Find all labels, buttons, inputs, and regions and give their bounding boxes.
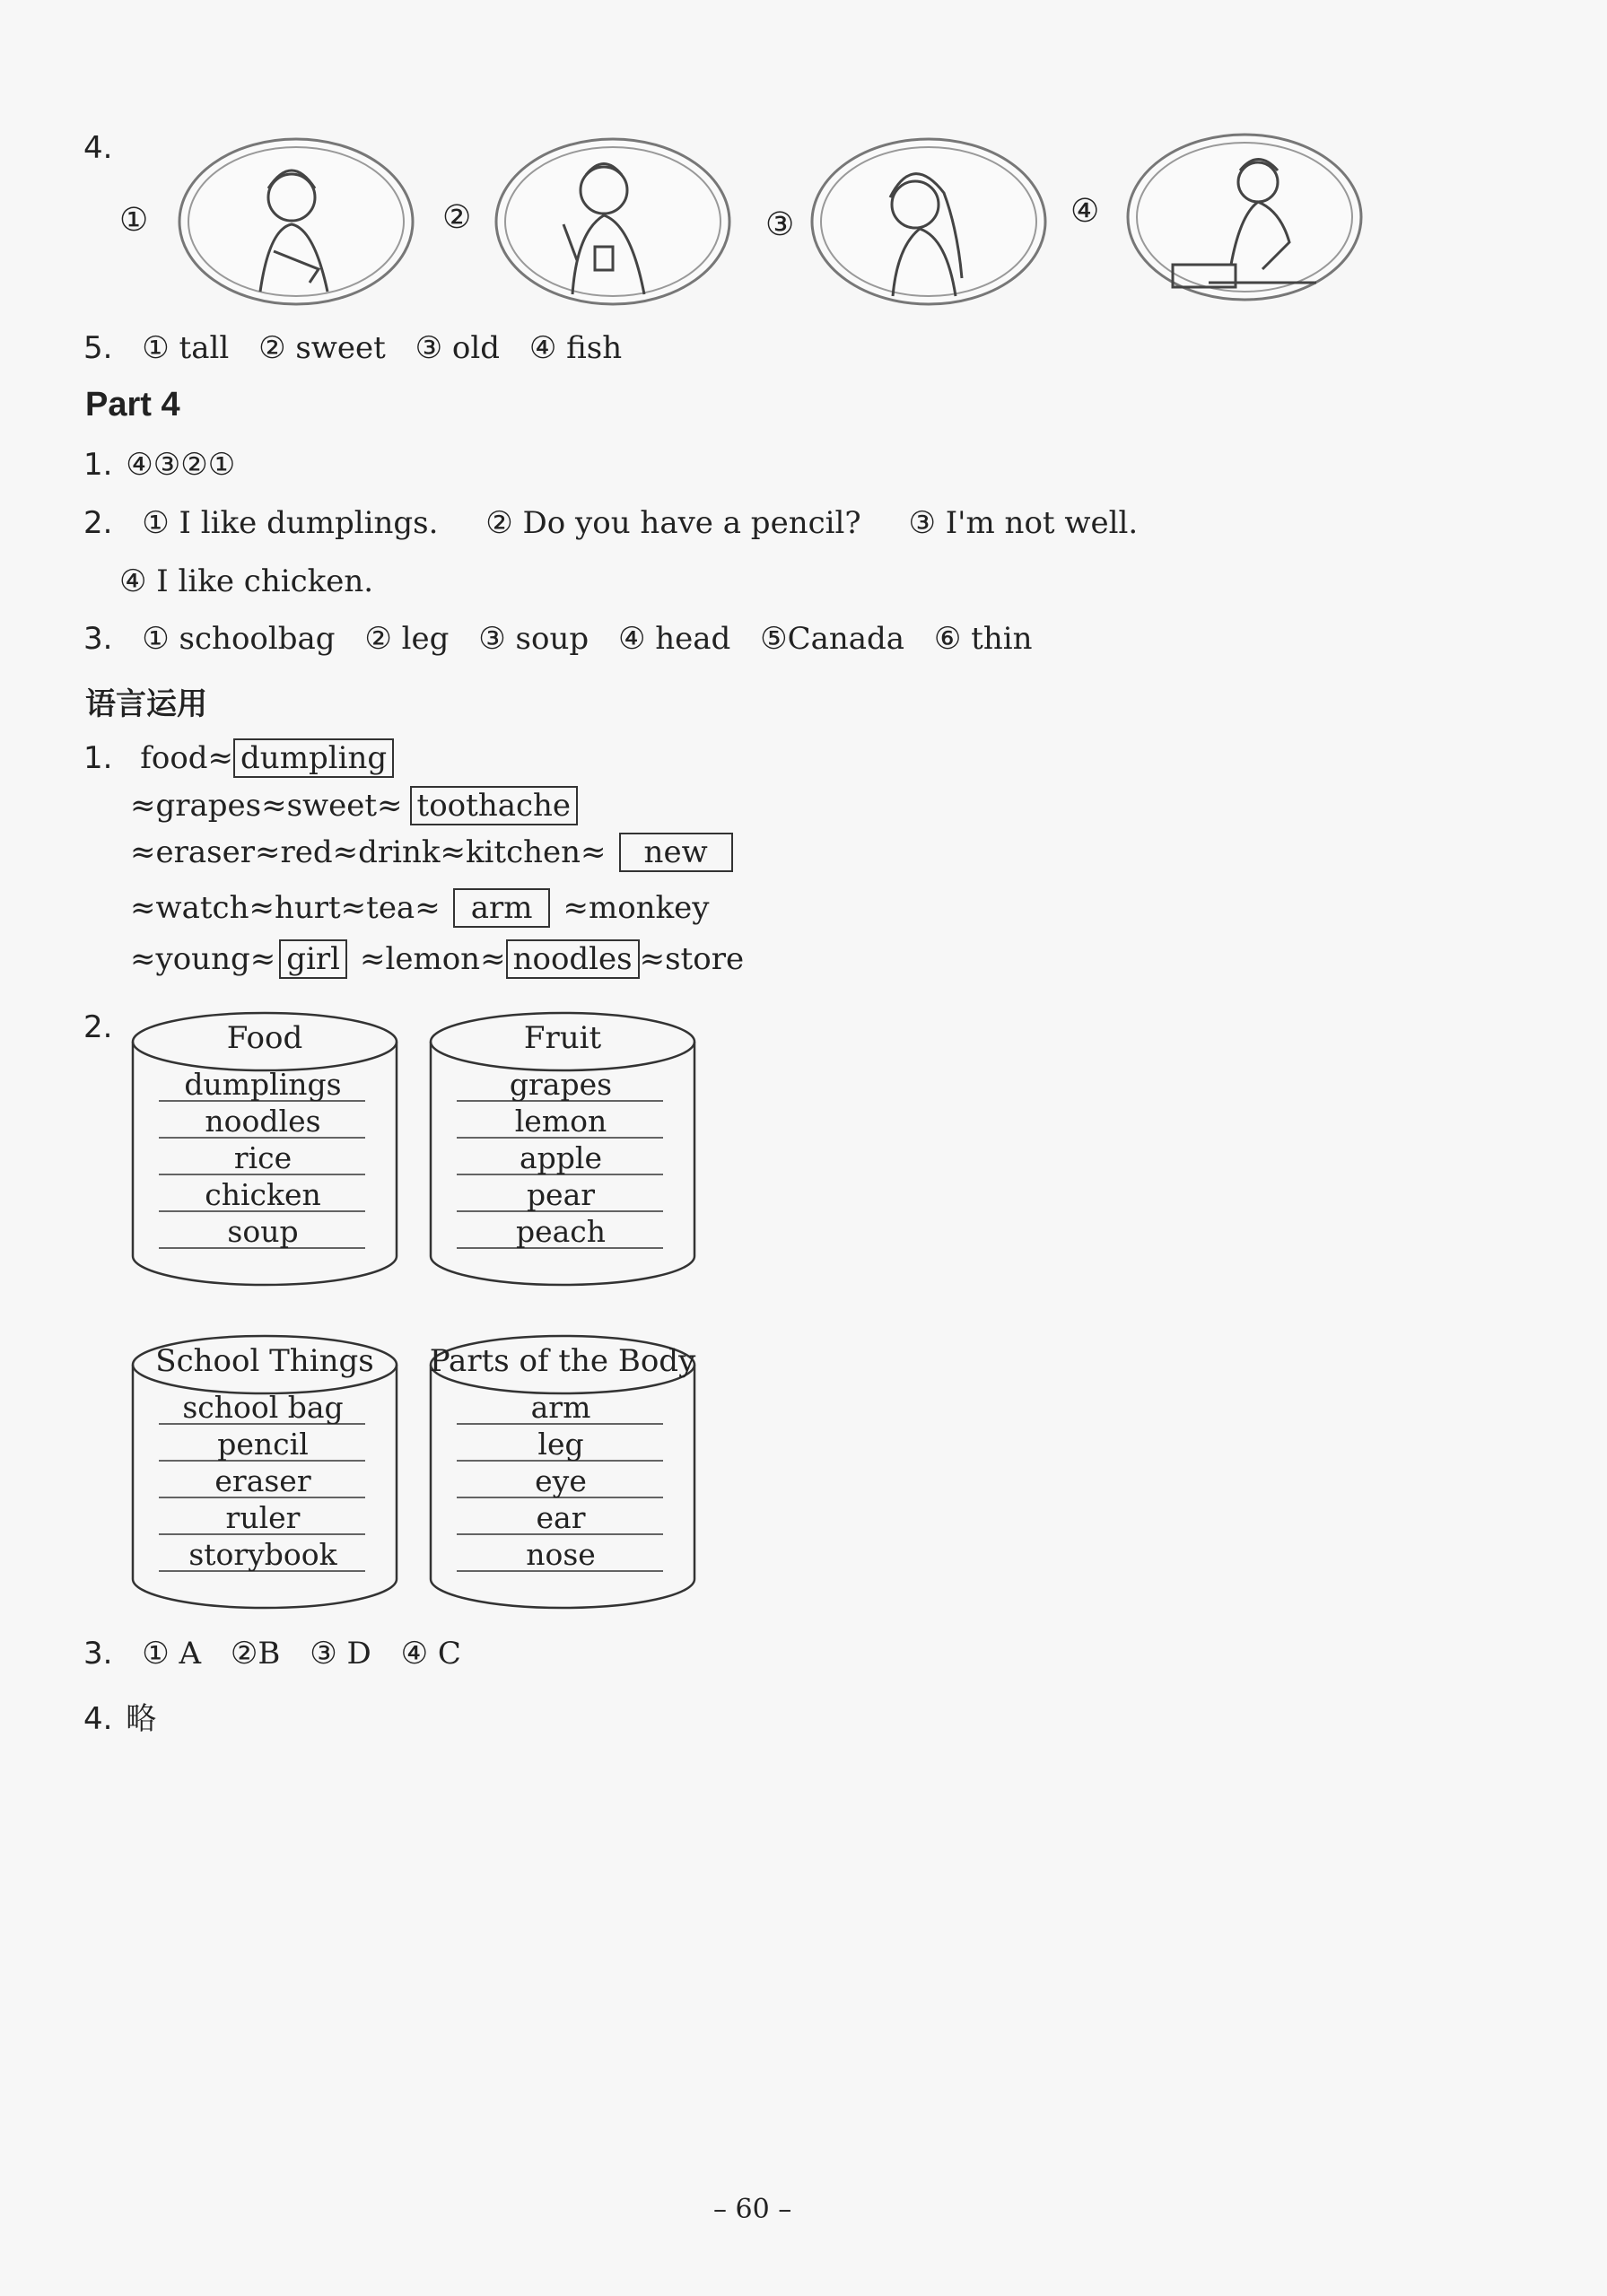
answer-box: dumpling (233, 738, 394, 778)
lang-q1-line-1 (83, 738, 394, 778)
lang-q3 (83, 1636, 481, 1672)
cylinder-item: apple (519, 1140, 602, 1175)
part4-q1-number: 1. (83, 447, 113, 483)
lang-q1-line-3 (130, 833, 733, 872)
cylinder-item: pencil (217, 1427, 309, 1462)
part4-q3-item-1: ① schoolbag (142, 621, 336, 657)
part4-q3-item-4: ④ head (617, 621, 731, 657)
cylinder-item: pear (526, 1177, 596, 1212)
language-use-heading: 语言运用 (85, 686, 207, 722)
part4-q3-item-2: ② leg (364, 621, 450, 657)
lang-q3-item-2: ②B (230, 1636, 281, 1672)
lang-q4 (83, 1694, 156, 1738)
answer-box: new (619, 833, 733, 872)
lang-q2-number: 2. (83, 1009, 113, 1045)
cylinder-item: school bag (182, 1390, 344, 1425)
part4-q2-item-3: ③ I'm not well. (908, 505, 1139, 541)
chain-text: food≈ (140, 740, 234, 776)
part4-q2-number: 2. (83, 505, 113, 541)
cylinder-item: eraser (214, 1463, 311, 1498)
lang-q1-line-2 (130, 786, 578, 825)
q4-marker-4: ④ (1070, 193, 1100, 230)
chain-text: ≈lemon≈ (359, 941, 506, 977)
lang-q1-line-4 (130, 888, 710, 928)
cylinder-item: noodles (205, 1104, 321, 1139)
q5-item-3: ③ old (415, 330, 501, 366)
part4-q3-item-5: ⑤Canada (760, 621, 905, 657)
q4-marker-2: ② (442, 199, 472, 236)
cylinder-item: ear (536, 1500, 586, 1535)
cylinder-item: soup (227, 1214, 299, 1249)
answer-box: arm (453, 888, 551, 928)
q4-picture-1 (175, 135, 417, 313)
cylinder-title: Fruit (523, 1020, 602, 1056)
part4-q2 (83, 505, 1157, 541)
lang-q4-answer: 略 (126, 1701, 157, 1737)
part4-q2-item-1: ① I like dumplings. (142, 505, 439, 541)
chain-text: ≈grapes≈sweet≈ (130, 788, 403, 824)
cylinder-item: nose (526, 1537, 596, 1572)
q4-marker-3: ③ (765, 206, 795, 243)
cylinder-item: peach (515, 1214, 607, 1249)
cylinder-title: School Things (155, 1343, 374, 1379)
cylinder-item: lemon (514, 1104, 607, 1139)
answer-box: toothache (410, 786, 579, 825)
cylinder-3 (130, 1332, 399, 1615)
q4-marker-1: ① (119, 202, 149, 239)
cylinder-1 (130, 1009, 399, 1292)
part4-q3 (83, 621, 1052, 657)
chain-text: ≈eraser≈red≈drink≈kitchen≈ (130, 834, 607, 870)
chain-text: ≈watch≈hurt≈tea≈ (130, 890, 441, 926)
cylinder-title: Food (226, 1020, 303, 1056)
answer-box: noodles (506, 939, 640, 979)
part4-q1 (83, 447, 239, 483)
q4-picture-2 (492, 135, 734, 313)
lang-q3-item-4: ④ C (400, 1636, 461, 1672)
cylinder-item: dumplings (184, 1067, 342, 1102)
part4-q3-number: 3. (83, 621, 113, 657)
cylinder-item: ruler (225, 1500, 301, 1535)
lang-q3-item-1: ① A (142, 1636, 202, 1672)
cylinder-item: arm (530, 1390, 591, 1425)
q4-picture-3 (808, 135, 1050, 313)
chain-text: ≈store (639, 941, 745, 977)
q4-number: 4. (83, 130, 113, 166)
cylinder-item: storybook (188, 1537, 337, 1572)
cylinder-item: eye (535, 1463, 587, 1498)
lang-q4-number: 4. (83, 1701, 113, 1737)
q4-picture-4 (1123, 130, 1366, 309)
chain-text: ≈monkey (563, 890, 710, 926)
chain-text: ≈young≈ (130, 941, 276, 977)
part4-q2-item-4: ④ I like chicken. (119, 563, 374, 599)
q5-row (83, 330, 642, 366)
answer-box: girl (279, 939, 347, 979)
q5-number: 5. (83, 330, 113, 366)
cylinder-item: grapes (509, 1067, 613, 1102)
page-number: – 60 – (713, 2194, 792, 2225)
cylinder-4 (428, 1332, 697, 1615)
lang-q3-number: 3. (83, 1636, 113, 1672)
cylinder-item: rice (233, 1140, 293, 1175)
q5-item-2: ② sweet (258, 330, 386, 366)
part4-q2-item-2: ② Do you have a pencil? (485, 505, 861, 541)
part4-q3-item-6: ⑥ thin (933, 621, 1033, 657)
cylinder-item: leg (537, 1427, 584, 1462)
lang-q1-number: 1. (83, 740, 113, 776)
lang-q3-item-3: ③ D (310, 1636, 371, 1672)
part4-q3-item-3: ③ soup (478, 621, 590, 657)
part4-q1-answer: ④③②① (126, 447, 236, 483)
q5-item-1: ① tall (142, 330, 230, 366)
cylinder-item: chicken (205, 1177, 321, 1212)
lang-q1-line-5 (130, 939, 744, 979)
cylinder-2 (428, 1009, 697, 1292)
cylinder-title: Parts of the Body (429, 1343, 696, 1379)
q5-item-4: ④ fish (528, 330, 623, 366)
part4-heading: Part 4 (85, 386, 180, 423)
